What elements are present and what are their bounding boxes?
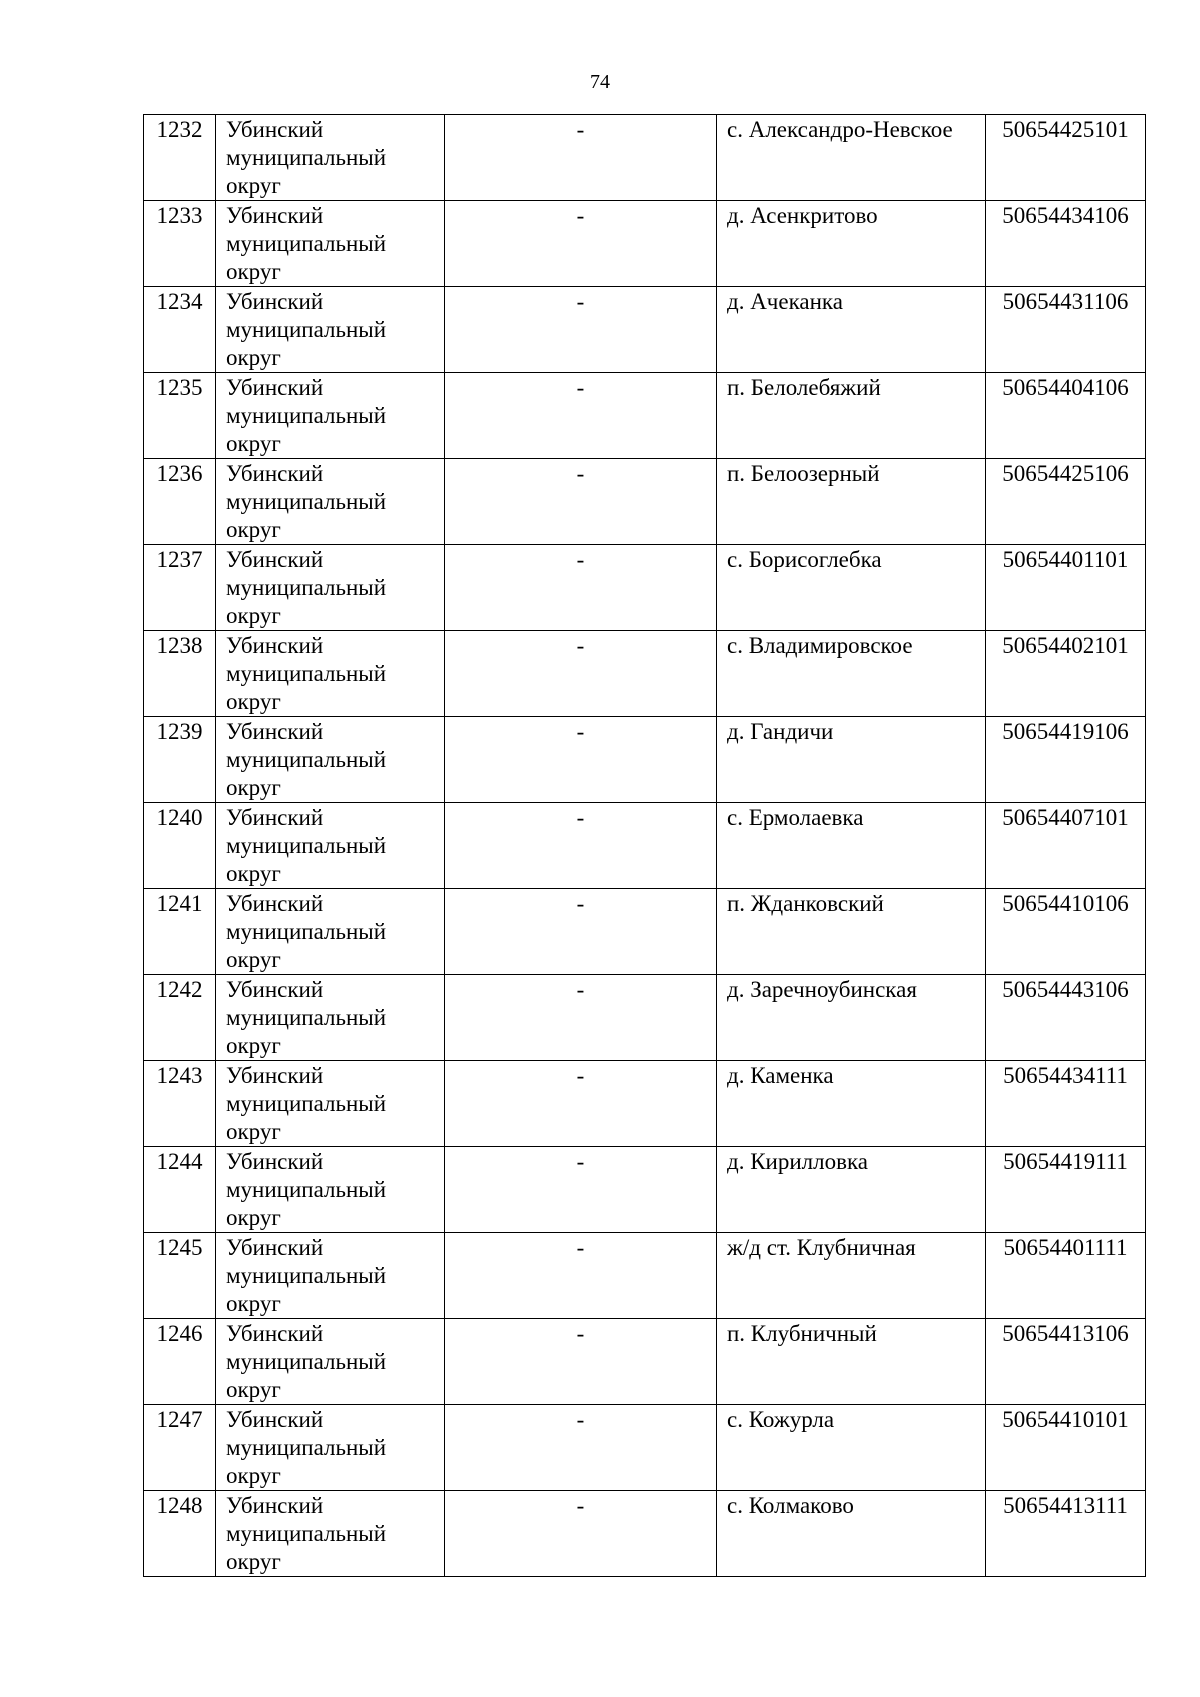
row-number-cell xyxy=(144,1061,216,1147)
code-cell xyxy=(986,803,1146,889)
dash-text: - xyxy=(576,203,585,228)
district-text: Убинский муниципальный округ xyxy=(226,891,387,972)
dash-text: - xyxy=(576,719,585,744)
settlement-text: д. Каменка xyxy=(727,1063,834,1088)
code-cell xyxy=(986,631,1146,717)
district-text: Убинский муниципальный округ xyxy=(226,547,387,628)
settlement-text: п. Белоозерный xyxy=(727,461,880,486)
row-number-text: 1236 xyxy=(156,461,203,486)
settlement-cell xyxy=(717,459,986,545)
row-number-text: 1246 xyxy=(156,1321,203,1346)
row-number-text: 1238 xyxy=(156,633,203,658)
code-text: 50654404106 xyxy=(1002,375,1129,400)
settlement-cell xyxy=(717,1233,986,1319)
district-text: Убинский муниципальный округ xyxy=(226,1235,387,1316)
dash-text: - xyxy=(576,1149,585,1174)
table-row xyxy=(144,717,1146,803)
settlement-text: с. Борисоглебка xyxy=(727,547,882,572)
code-cell xyxy=(986,373,1146,459)
dash-text: - xyxy=(576,375,585,400)
district-cell xyxy=(216,1147,445,1233)
settlement-text: д. Асенкритово xyxy=(727,203,878,228)
dash-cell xyxy=(445,1061,717,1147)
dash-text: - xyxy=(576,1321,585,1346)
dash-cell xyxy=(445,459,717,545)
settlement-cell xyxy=(717,545,986,631)
dash-text: - xyxy=(576,289,585,314)
district-text: Убинский муниципальный округ xyxy=(226,633,387,714)
code-cell xyxy=(986,889,1146,975)
settlement-text: с. Александро-Невское xyxy=(727,117,953,142)
settlement-text: с. Владимировское xyxy=(727,633,913,658)
district-cell xyxy=(216,1233,445,1319)
dash-text: - xyxy=(576,805,585,830)
row-number-text: 1234 xyxy=(156,289,203,314)
district-cell xyxy=(216,1405,445,1491)
code-cell xyxy=(986,1147,1146,1233)
row-number-text: 1248 xyxy=(156,1493,203,1518)
district-cell xyxy=(216,373,445,459)
settlement-cell xyxy=(717,1147,986,1233)
code-cell xyxy=(986,1233,1146,1319)
code-text: 50654401111 xyxy=(1003,1235,1128,1260)
code-text: 50654431106 xyxy=(1002,289,1129,314)
code-cell xyxy=(986,287,1146,373)
dash-text: - xyxy=(576,1235,585,1260)
district-text: Убинский муниципальный округ xyxy=(226,1149,387,1230)
settlement-text: с. Ермолаевка xyxy=(727,805,864,830)
code-text: 50654402101 xyxy=(1002,633,1129,658)
code-cell xyxy=(986,717,1146,803)
row-number-text: 1240 xyxy=(156,805,203,830)
code-text: 50654443106 xyxy=(1002,977,1129,1002)
table-row xyxy=(144,1061,1146,1147)
district-cell xyxy=(216,631,445,717)
table-row xyxy=(144,803,1146,889)
table-row xyxy=(144,1405,1146,1491)
dash-cell xyxy=(445,545,717,631)
row-number-cell xyxy=(144,803,216,889)
table-row xyxy=(144,373,1146,459)
code-cell xyxy=(986,1061,1146,1147)
code-text: 50654410106 xyxy=(1002,891,1129,916)
page-number: 74 xyxy=(590,71,610,93)
row-number-cell xyxy=(144,631,216,717)
code-text: 50654407101 xyxy=(1002,805,1129,830)
district-text: Убинский муниципальный округ xyxy=(226,805,387,886)
settlement-cell xyxy=(717,803,986,889)
district-text: Убинский муниципальный округ xyxy=(226,289,387,370)
district-cell xyxy=(216,717,445,803)
table-row xyxy=(144,631,1146,717)
row-number-cell xyxy=(144,1233,216,1319)
row-number-cell xyxy=(144,1491,216,1577)
settlement-text: д. Заречноубинская xyxy=(727,977,917,1002)
row-number-cell xyxy=(144,1405,216,1491)
district-cell xyxy=(216,975,445,1061)
dash-text: - xyxy=(576,633,585,658)
settlement-cell xyxy=(717,1319,986,1405)
dash-cell xyxy=(445,373,717,459)
table-row xyxy=(144,459,1146,545)
row-number-cell xyxy=(144,287,216,373)
dash-cell xyxy=(445,717,717,803)
settlements-table xyxy=(143,114,1146,1577)
row-number-cell xyxy=(144,717,216,803)
dash-cell xyxy=(445,803,717,889)
code-cell xyxy=(986,1491,1146,1577)
table-row xyxy=(144,545,1146,631)
table-row xyxy=(144,1319,1146,1405)
row-number-text: 1239 xyxy=(156,719,203,744)
dash-text: - xyxy=(576,1063,585,1088)
row-number-text: 1243 xyxy=(156,1063,203,1088)
row-number-cell xyxy=(144,889,216,975)
row-number-cell xyxy=(144,459,216,545)
settlement-text: п. Белолебяжий xyxy=(727,375,881,400)
settlement-text: д. Кирилловка xyxy=(727,1149,869,1174)
dash-text: - xyxy=(576,1493,585,1518)
district-cell xyxy=(216,889,445,975)
code-text: 50654401101 xyxy=(1002,547,1129,572)
settlement-cell xyxy=(717,201,986,287)
code-text: 50654413106 xyxy=(1002,1321,1129,1346)
code-cell xyxy=(986,201,1146,287)
settlement-text: с. Кожурла xyxy=(727,1407,835,1432)
district-text: Убинский муниципальный округ xyxy=(226,461,387,542)
settlement-text: п. Клубничный xyxy=(727,1321,877,1346)
code-text: 50654425106 xyxy=(1002,461,1129,486)
dash-cell xyxy=(445,1147,717,1233)
dash-cell xyxy=(445,1233,717,1319)
dash-text: - xyxy=(576,461,585,486)
district-text: Убинский муниципальный округ xyxy=(226,977,387,1058)
row-number-text: 1244 xyxy=(156,1149,203,1174)
table-row xyxy=(144,287,1146,373)
dash-cell xyxy=(445,1405,717,1491)
dash-text: - xyxy=(576,891,585,916)
table-row xyxy=(144,889,1146,975)
settlement-text: ж/д ст. Клубничная xyxy=(727,1235,916,1260)
row-number-text: 1232 xyxy=(156,117,203,142)
dash-cell xyxy=(445,287,717,373)
district-text: Убинский муниципальный округ xyxy=(226,719,387,800)
code-cell xyxy=(986,1405,1146,1491)
settlement-cell xyxy=(717,1405,986,1491)
row-number-cell xyxy=(144,1319,216,1405)
district-cell xyxy=(216,115,445,201)
row-number-text: 1242 xyxy=(156,977,203,1002)
settlement-cell xyxy=(717,115,986,201)
district-text: Убинский муниципальный округ xyxy=(226,1407,387,1488)
table-body xyxy=(144,115,1146,1577)
dash-cell xyxy=(445,975,717,1061)
district-cell xyxy=(216,287,445,373)
row-number-text: 1247 xyxy=(156,1407,203,1432)
table-row xyxy=(144,201,1146,287)
settlement-cell xyxy=(717,889,986,975)
row-number-cell xyxy=(144,373,216,459)
code-cell xyxy=(986,545,1146,631)
table-row xyxy=(144,1147,1146,1233)
code-cell xyxy=(986,115,1146,201)
settlement-cell xyxy=(717,373,986,459)
settlement-text: д. Гандичи xyxy=(727,719,834,744)
district-text: Убинский муниципальный округ xyxy=(226,1063,387,1144)
settlement-text: п. Жданковский xyxy=(727,891,884,916)
district-cell xyxy=(216,1061,445,1147)
district-cell xyxy=(216,1491,445,1577)
district-cell xyxy=(216,803,445,889)
code-cell xyxy=(986,975,1146,1061)
code-cell xyxy=(986,459,1146,545)
settlement-cell xyxy=(717,717,986,803)
dash-cell xyxy=(445,201,717,287)
row-number-cell xyxy=(144,115,216,201)
dash-cell xyxy=(445,889,717,975)
code-cell xyxy=(986,1319,1146,1405)
dash-text: - xyxy=(576,117,585,142)
settlement-cell xyxy=(717,1491,986,1577)
row-number-text: 1235 xyxy=(156,375,203,400)
district-text: Убинский муниципальный округ xyxy=(226,203,387,284)
code-text: 50654434111 xyxy=(1003,1063,1128,1088)
dash-cell xyxy=(445,1319,717,1405)
settlement-cell xyxy=(717,287,986,373)
code-text: 50654413111 xyxy=(1003,1493,1128,1518)
dash-text: - xyxy=(576,547,585,572)
settlement-cell xyxy=(717,1061,986,1147)
dash-text: - xyxy=(576,1407,585,1432)
row-number-text: 1237 xyxy=(156,547,203,572)
code-text: 50654425101 xyxy=(1002,117,1129,142)
table-row xyxy=(144,1491,1146,1577)
dash-text: - xyxy=(576,977,585,1002)
table-row xyxy=(144,1233,1146,1319)
dash-cell xyxy=(445,1491,717,1577)
district-text: Убинский муниципальный округ xyxy=(226,1493,387,1574)
dash-cell xyxy=(445,631,717,717)
code-text: 50654419111 xyxy=(1003,1149,1128,1174)
district-cell xyxy=(216,201,445,287)
district-text: Убинский муниципальный округ xyxy=(226,375,387,456)
code-text: 50654410101 xyxy=(1002,1407,1129,1432)
settlement-text: с. Колмаково xyxy=(727,1493,854,1518)
district-text: Убинский муниципальный округ xyxy=(226,1321,387,1402)
code-text: 50654434106 xyxy=(1002,203,1129,228)
row-number-cell xyxy=(144,545,216,631)
row-number-cell xyxy=(144,975,216,1061)
district-cell xyxy=(216,459,445,545)
row-number-text: 1233 xyxy=(156,203,203,228)
district-cell xyxy=(216,1319,445,1405)
settlement-cell xyxy=(717,631,986,717)
table-row xyxy=(144,115,1146,201)
row-number-cell xyxy=(144,1147,216,1233)
district-text: Убинский муниципальный округ xyxy=(226,117,387,198)
row-number-cell xyxy=(144,201,216,287)
row-number-text: 1241 xyxy=(156,891,203,916)
row-number-text: 1245 xyxy=(156,1235,203,1260)
district-cell xyxy=(216,545,445,631)
code-text: 50654419106 xyxy=(1002,719,1129,744)
settlement-text: д. Ачеканка xyxy=(727,289,843,314)
dash-cell xyxy=(445,115,717,201)
settlement-cell xyxy=(717,975,986,1061)
table-row xyxy=(144,975,1146,1061)
